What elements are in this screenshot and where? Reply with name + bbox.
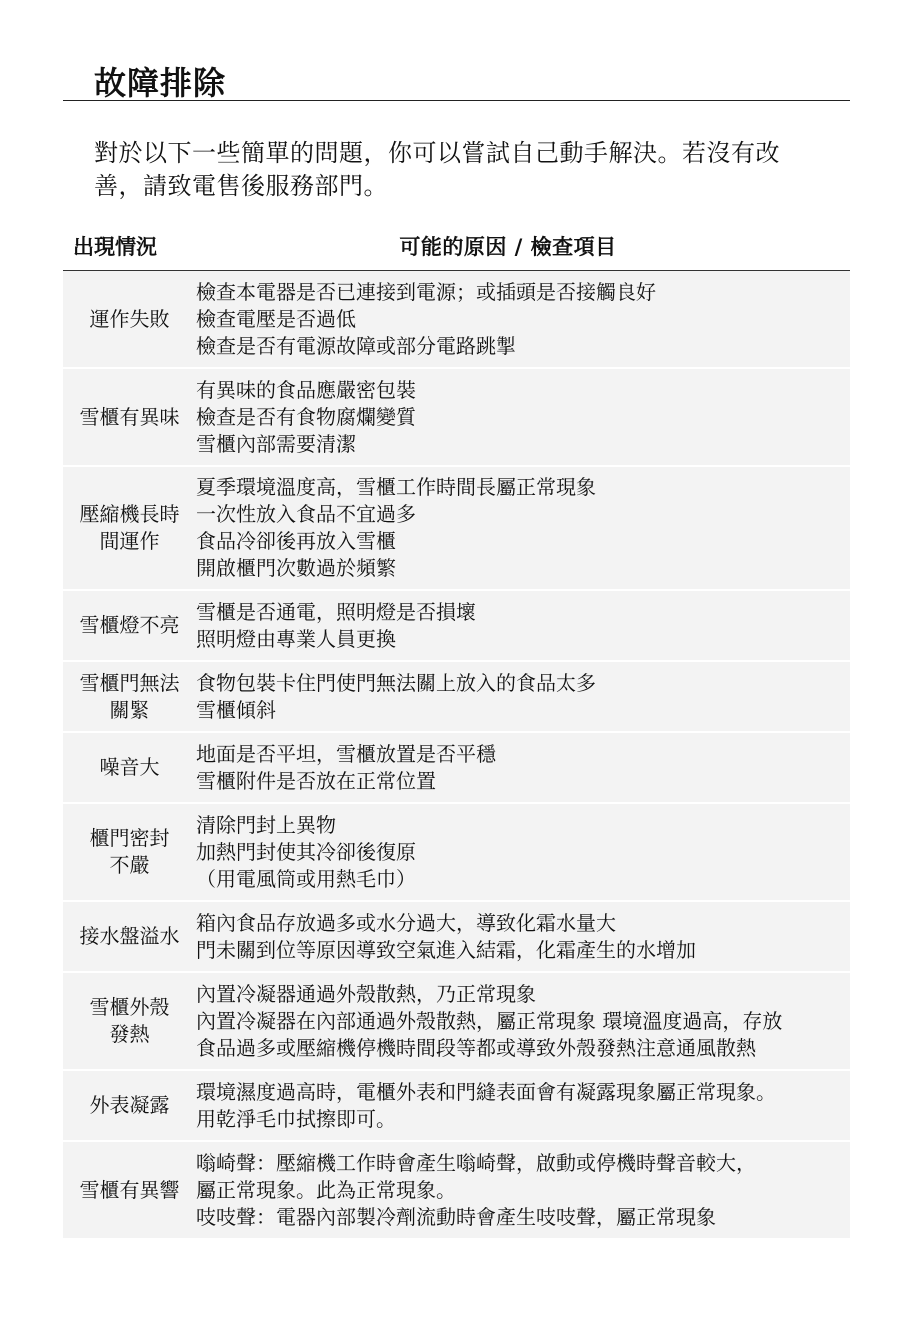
row-situation: 壓縮機長時 間運作 xyxy=(79,502,180,553)
row-causes xyxy=(196,591,850,661)
troubleshooting-table xyxy=(63,222,850,1240)
cause-line: 屬正常現象。此為正常現象。 xyxy=(196,1177,456,1202)
cause-line: 檢查本電器是否已連接到電源；或插頭是否接觸良好 xyxy=(196,279,656,304)
cause-line: 檢查電壓是否過低 xyxy=(196,306,356,331)
row-causes xyxy=(196,733,850,803)
row-causes xyxy=(196,271,850,368)
cause-line: 內置冷凝器通過外殼散熱，乃正常現象 xyxy=(196,981,536,1006)
row-situation: 雪櫃有異響 xyxy=(79,1177,180,1202)
header-causes: 可能的原因 / 檢查項目 xyxy=(399,235,617,259)
cause-line: 清除門封上異物 xyxy=(196,812,336,837)
table-row xyxy=(63,1071,850,1142)
cause-line: 一次性放入食品不宜過多 xyxy=(196,502,416,526)
cause-line: 雪櫃是否通電，照明燈是否損壞 xyxy=(196,599,476,624)
cause-line: 吱吱聲：電器內部製冷劑流動時會產生吱吱聲，屬正常現象 xyxy=(196,1204,716,1229)
table-row xyxy=(63,902,850,973)
intro-paragraph xyxy=(94,137,854,203)
table-row xyxy=(63,591,850,662)
cause-line: 食物包裝卡住門使門無法關上放入的食品太多 xyxy=(196,670,596,695)
row-causes xyxy=(196,466,850,590)
table-row xyxy=(63,467,850,591)
cause-line: 有異味的食品應嚴密包裝 xyxy=(196,377,416,402)
table-row xyxy=(63,804,850,902)
cause-line: 雪櫃傾斜 xyxy=(196,697,276,722)
row-situation: 外表凝露 xyxy=(89,1093,170,1117)
cause-line: 箱內食品存放過多或水分過大，導致化霜水量大 xyxy=(196,910,616,935)
row-situation: 雪櫃門無法 關緊 xyxy=(79,670,180,722)
row-situation: 雪櫃燈不亮 xyxy=(79,613,180,637)
table-row xyxy=(63,733,850,804)
row-situation: 運作失敗 xyxy=(89,306,170,331)
row-situation: 接水盤溢水 xyxy=(79,924,180,948)
cause-line: 雪櫃附件是否放在正常位置 xyxy=(196,768,436,793)
cause-line: 環境濕度過高時，電櫃外表和門縫表面會有凝露現象屬正常現象。 xyxy=(196,1079,776,1104)
title-divider xyxy=(63,100,850,101)
cause-line: （用電風筒或用熱毛巾） xyxy=(196,866,416,891)
row-causes xyxy=(196,902,850,972)
cause-line: 內置冷凝器在內部通過外殼散熱，屬正常現象 環境溫度過高，存放 xyxy=(196,1008,783,1033)
cause-line: 檢查是否有食物腐爛變質 xyxy=(196,404,416,429)
table-row xyxy=(63,369,850,467)
row-causes xyxy=(196,1071,850,1141)
row-causes xyxy=(196,369,850,466)
cause-line: 用乾淨毛巾拭擦即可。 xyxy=(196,1106,396,1131)
row-situation: 雪櫃外殼 發熱 xyxy=(89,995,170,1046)
cause-line: 夏季環境溫度高，雪櫃工作時間長屬正常現象 xyxy=(196,475,596,499)
table-row xyxy=(63,973,850,1071)
cause-line: 食品過多或壓縮機停機時間段等都或導致外殼發熱注意通風散熱 xyxy=(196,1035,756,1060)
row-situation: 櫃門密封 不嚴 xyxy=(89,826,170,877)
row-causes xyxy=(196,1142,850,1239)
row-causes xyxy=(196,662,850,732)
cause-line: 門未關到位等原因導致空氣進入結霜，化霜產生的水增加 xyxy=(196,937,696,962)
row-causes xyxy=(196,973,850,1070)
table-row xyxy=(63,662,850,733)
header-situation: 出現情況 xyxy=(73,235,157,259)
cause-line: 照明燈由專業人員更換 xyxy=(196,626,396,651)
cause-line: 加熱門封使其冷卻後復原 xyxy=(196,839,416,864)
cause-line: 食品冷卻後再放入雪櫃 xyxy=(196,529,396,553)
cause-line: 開啟櫃門次數過於頻繁 xyxy=(196,556,396,580)
row-situation: 噪音大 xyxy=(99,755,160,779)
intro-line: 對於以下一些簡單的問題，你可以嘗試自己動手解決。若沒有改 xyxy=(94,139,780,167)
cause-line: 嗡崎聲：壓縮機工作時會產生嗡崎聲，啟動或停機時聲音較大， xyxy=(196,1150,756,1175)
intro-line: 善，請致電售後服務部門。 xyxy=(94,172,388,200)
row-situation: 雪櫃有異味 xyxy=(79,404,180,429)
page-title: 故障排除 xyxy=(94,64,227,102)
table-body xyxy=(63,271,850,1240)
table-row xyxy=(63,1142,850,1240)
cause-line: 雪櫃內部需要清潔 xyxy=(196,431,356,456)
table-header xyxy=(63,222,850,271)
row-causes xyxy=(196,804,850,901)
table-row xyxy=(63,271,850,369)
cause-line: 檢查是否有電源故障或部分電路跳掣 xyxy=(196,333,516,358)
cause-line: 地面是否平坦，雪櫃放置是否平穩 xyxy=(196,741,496,766)
